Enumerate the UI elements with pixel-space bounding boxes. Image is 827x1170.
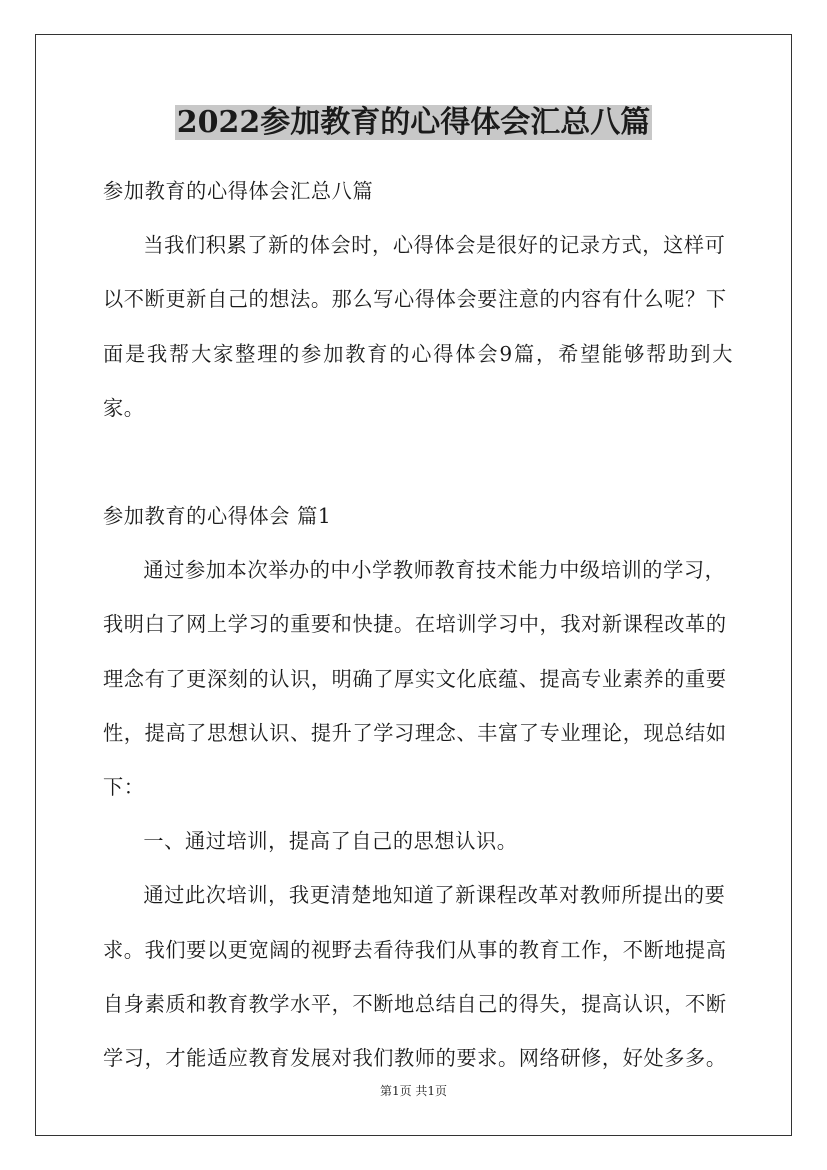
intro-line: 当我们积累了新的体会时，心得体会是很好的记录方式，这样可 <box>143 233 726 258</box>
point-line: 通过此次培训，我更清楚地知道了新课程改革对教师所提出的要 <box>143 883 726 908</box>
section-line: 性，提高了思想认识、提升了学习理念、丰富了专业理论，现总结如 <box>103 720 727 745</box>
section-heading: 参加教育的心得体会 篇1 <box>103 504 332 529</box>
paragraph-gap <box>103 435 733 489</box>
point-line: 求。我们要以更宽阔的视野去看待我们从事的教育工作，不断地提高 <box>103 937 727 962</box>
document-subtitle: 参加教育的心得体会汇总八篇 <box>103 179 374 203</box>
intro-line: 以不断更新自己的想法。那么写心得体会要注意的内容有什么呢？下 <box>103 287 727 312</box>
document-body <box>103 164 733 1085</box>
point-heading: 一、通过培训，提高了自己的思想认识。 <box>143 829 518 854</box>
document-title <box>0 102 827 144</box>
point-line: 自身素质和教育教学水平，不断地总结自己的得失，提高认识，不断 <box>103 991 727 1016</box>
section-line: 我明白了网上学习的重要和快捷。在培训学习中，我对新课程改革的 <box>103 612 727 637</box>
section-line: 通过参加本次举办的中小学教师教育技术能力中级培训的学习， <box>143 558 726 583</box>
intro-line: 面是我帮大家整理的参加教育的心得体会9篇，希望能够帮助到大家。 <box>103 341 733 420</box>
section-line: 下： <box>103 775 145 800</box>
document-title-text: 2022参加教育的心得体会汇总八篇 <box>176 105 651 140</box>
point-line: 学习，才能适应教育发展对我们教师的要求。网络研修，好处多多。 <box>103 1046 727 1071</box>
section-line: 理念有了更深刻的认识，明确了厚实文化底蕴、提高专业素养的重要 <box>103 666 727 691</box>
page-footer: 第1页 共1页 <box>379 1084 448 1098</box>
